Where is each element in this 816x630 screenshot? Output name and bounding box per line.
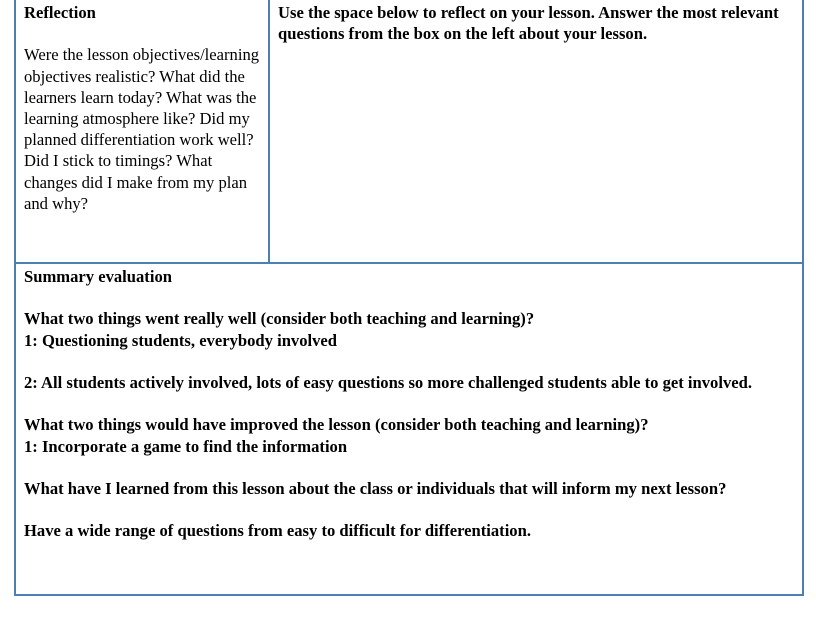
answer-went-well-1: 1: Questioning students, everybody involved — [24, 330, 338, 350]
reflection-instruction: Use the space below to reflect on your lesson. Answer the most relevant questions from the box on the left about your lesson. — [278, 3, 779, 44]
question-went-well: What two things went really well (consider both teaching and learning)? — [24, 309, 535, 329]
answer-went-well-2: 2: All students actively involved, lots of easy questions so more challenged students able to get involved. — [24, 372, 752, 392]
row-divider — [14, 262, 804, 264]
reflection-heading: Reflection — [24, 3, 96, 22]
summary-heading: Summary evaluation — [24, 267, 172, 286]
question-improve: What two things would have improved the lesson (consider both teaching and learning)? — [24, 415, 649, 435]
reflection-answer-cell[interactable] — [278, 2, 796, 44]
answer-improve-1: 1: Incorporate a game to find the information — [24, 436, 348, 456]
reflection-prompt-cell — [24, 2, 262, 214]
reflection-questions: Were the lesson objectives/learning objectives realistic? What did the learners learn today? What was the learning atmosphere like? Did my planned differentiation work well? Did I stick to timings? What changes did I make from my plan and why? — [24, 45, 260, 213]
answer-learned: Have a wide range of questions from easy to difficult for differentiation. — [24, 521, 531, 541]
question-learned: What have I learned from this lesson about the class or individuals that will inform my next lesson? — [24, 478, 727, 498]
lesson-reflection-form — [14, 0, 804, 596]
summary-evaluation-cell — [24, 266, 796, 542]
column-divider — [268, 0, 270, 263]
